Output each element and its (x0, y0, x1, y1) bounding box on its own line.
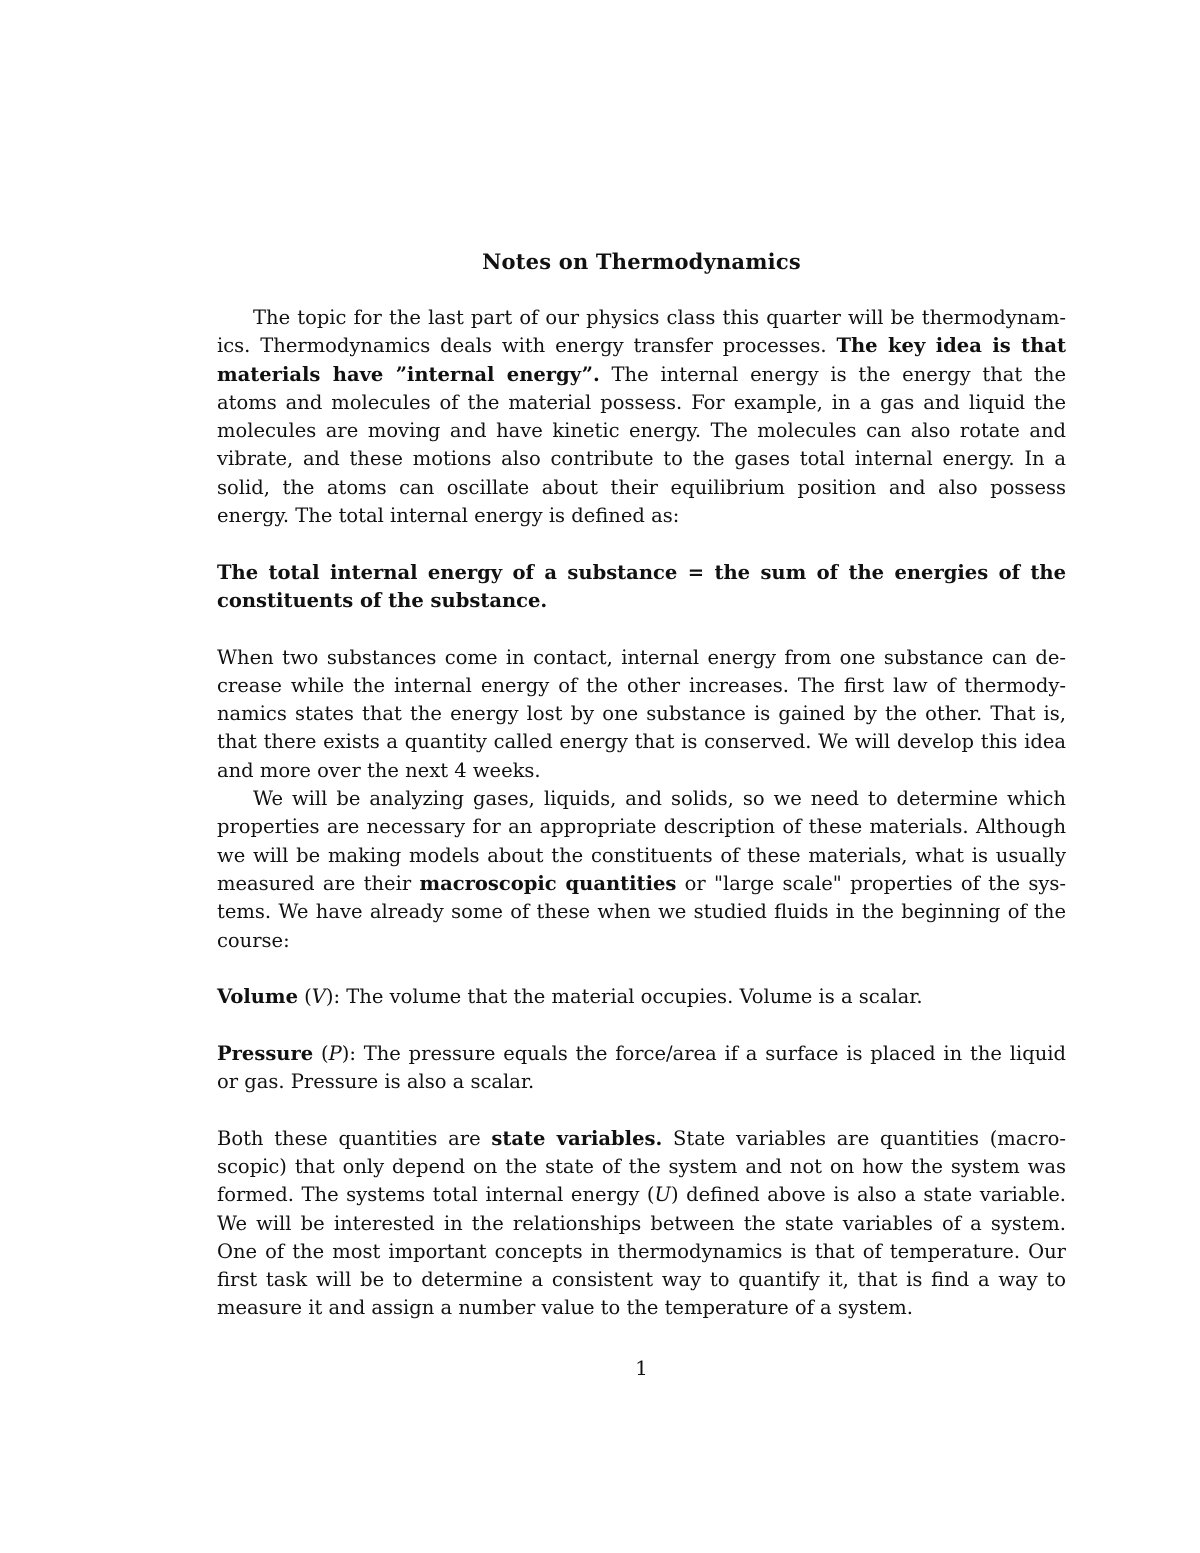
volume-open-paren: ( (297, 985, 312, 1009)
state-text-c: ) defined above is also a state variable. We will be interested in the relationships between the state variables of a system. One of the most important concepts in thermodynamics is that of temperature. Our first task will be to determine a consistent way to quantify it, that is find a way to measure it and assign a number value to the temperature of a system. (217, 1183, 1067, 1320)
first-law-paragraph: When two substances come in contact, internal energy from one substance can de-crease while the internal energy of the other increases. The first law of thermody-namics states that the energy lost by one substance is gained by the other. That is, that there exists a quantity called energy that is conserved. We will develop this idea and more over the next 4 weeks. (217, 645, 1066, 782)
pressure-open-paren: ( (313, 1041, 329, 1065)
volume-definition (217, 983, 1066, 1011)
state-text-b: State variables are quantities (macro-scopic) that only depend on the state of the system and not on how the system was formed. The systems total internal energy ( (217, 1126, 1066, 1207)
page-number: 1 (635, 1356, 648, 1380)
internal-energy-definition: The total internal energy of a substance = the sum of the energies of the constituents of the substance. (217, 560, 1066, 612)
volume-term: Volume (217, 985, 298, 1009)
pressure-description: The pressure equals the force/area if a surface is placed in the liquid or gas. Pressure is also a scalar. (217, 1041, 1067, 1094)
pressure-definition (217, 1040, 1066, 1097)
intro-text-a: The topic for the last part of our physics class this quarter will be thermodynam-ics. Thermodynamics deals with energy transfer processes. (217, 306, 1066, 358)
internal-energy-symbol: U (654, 1183, 671, 1207)
volume-description: The volume that the material occupies. Volume is a scalar. (340, 985, 923, 1009)
state-text-a: Both these quantities are (217, 1126, 492, 1150)
macroscopic-quantities-emphasis: macroscopic quantities (419, 871, 677, 895)
pressure-symbol: P (328, 1041, 342, 1065)
state-variables-emphasis: state variables. (491, 1126, 663, 1150)
state-variables-paragraph (217, 1125, 1066, 1323)
pressure-term: Pressure (217, 1041, 314, 1065)
page-title: Notes on Thermodynamics (482, 249, 801, 274)
document-body (217, 304, 1066, 1323)
key-idea-emphasis: The key idea is that materials have ”internal energy”. (217, 334, 1067, 386)
pressure-close-paren: ): (341, 1041, 356, 1065)
volume-symbol: V (311, 985, 326, 1009)
macroscopic-text-b: or "large scale" properties of the sys-tems. We have already some of these when we studied fluids in the beginning of the course: (217, 871, 1066, 952)
intro-text-b: The internal energy is the energy that the atoms and molecules of the material possess. For example, in a gas and liquid the molecules are moving and have kinetic energy. The molecules can also rotate and vibrate, and these motions also contribute to the gases total internal energy. In a solid, the atoms can oscillate about their equilibrium position and also possess energy. The total internal energy is defined as: (217, 362, 1066, 528)
macroscopic-text-a: We will be analyzing gases, liquids, and solids, so we need to determine which properties are necessary for an appropriate description of these materials. Although we will be making models about the constituents of these materials, what is usually measured are their (217, 787, 1066, 895)
volume-close-paren: ): (325, 985, 341, 1009)
intro-paragraph (217, 304, 1066, 530)
macroscopic-paragraph (217, 785, 1066, 955)
